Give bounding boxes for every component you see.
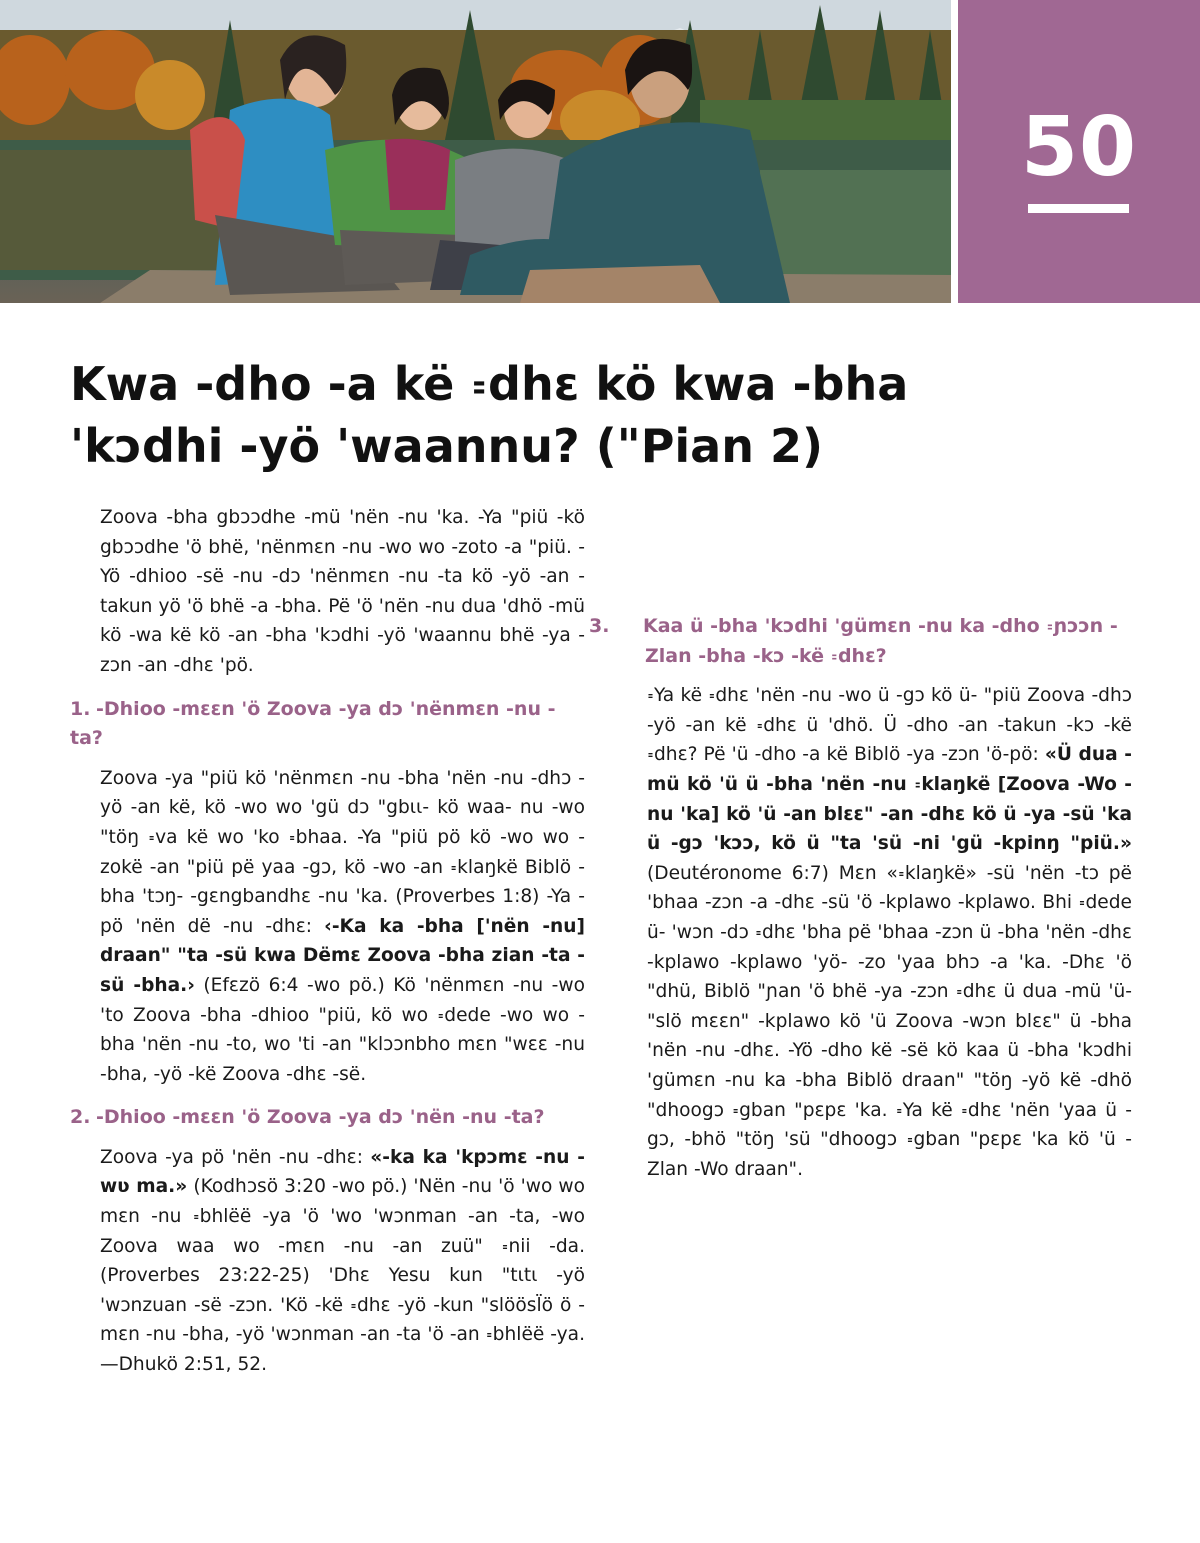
intro-paragraph: Zoova -bha gbɔɔdhe -mü 'nën -nu 'ka. -Ya "piü -kö gbɔɔdhe 'ö bhë, 'nënmɛn -nu -wo wo -zoto -a "piü. -Yö -dhioo -së -nu -dɔ 'nënmɛn -nu -ta kö -yö -an -takun yö 'ö bhë -a -bha. Pë 'ö 'nën -nu dua 'dhö -mü kö -wa kë kö -an -bha 'kɔdhi -yö 'waannu bhë -ya -zɔn -an -dhɛ 'pö. bbox=[100, 507, 585, 676]
section-2-quote: «-ka ka 'kpɔmɛ -nu -wʋ ma.» bbox=[100, 1146, 585, 1198]
section-1-text-a: Zoova -ya "piü kö 'nënmɛn -nu -bha 'nën -nu -dhɔ -yö -an kë, kö -wo wo 'gü dɔ "gbɩɩ- kö waa- nu -wo "töŋ ꞊va kë wo 'ko ꞊bhaa. -Ya "piü pö kö -wo wo -zokë -an "piü pë yaa -gɔ, kö -wo -an ꞊klaŋkë Biblö -bha 'tɔŋ- -gɛngbandhɛ -nu 'ka. (Proverbes 1:8) -Ya -pö 'nën dë -nu -dhɛ: bbox=[100, 767, 585, 937]
section-3-heading bbox=[589, 612, 1132, 671]
section-2-heading bbox=[70, 1103, 585, 1133]
section-1-paragraph bbox=[70, 764, 585, 1090]
section-3-paragraph bbox=[617, 681, 1132, 1184]
lesson-number: 50 bbox=[1020, 100, 1138, 195]
section-2-text-a: Zoova -ya pö 'nën -nu -dhɛ: bbox=[100, 1146, 371, 1168]
right-column bbox=[589, 612, 1132, 1184]
section-2-paragraph bbox=[70, 1143, 585, 1380]
left-column bbox=[70, 503, 585, 1380]
section-3-heading-text: Kaa ü -bha 'kɔdhi 'gümɛn -nu ka -dho ꞊ɲɔɔn -Zlan -bha -kɔ -kë ꞊dhɛ? bbox=[643, 615, 1118, 667]
section-1-quote: ‹-Ka ka -bha ['nën -nu] draan" "ta -sü kwa Dëmɛ Zoova -bha zian -ta -sü -bha.› bbox=[100, 915, 586, 996]
hero-photo bbox=[0, 0, 951, 303]
section-3-number: 3. bbox=[589, 615, 610, 637]
lesson-number-underline bbox=[1028, 204, 1129, 213]
section-1-heading-text: -Dhioo -mɛɛn 'ö Zoova -ya dɔ 'nënmɛn -nu -ta? bbox=[70, 697, 556, 750]
section-3-text-a: ꞊Ya kë ꞊dhɛ 'nën -nu -wo ü -gɔ kö ü- "piü Zoova -dhɔ -yö -an kë ꞊dhɛ ü 'dhö. Ü -dho -an -takun -kɔ -kë ꞊dhɛ? Pë 'ü -dho -a kë Biblö -ya -zɔn 'ö-pö: bbox=[647, 685, 1132, 766]
family-by-lake-illustration bbox=[0, 0, 951, 303]
lesson-number-block bbox=[958, 0, 1200, 303]
section-3-quote: «Ü dua -mü kö 'ü ü -bha 'nën -nu ꞊klaŋkë [Zoova -Wo -nu 'ka] kö 'ü -an blɛɛ" -an -dhɛ kö ü -ya -sü 'ka ü -gɔ 'kɔɔ, kö ü "ta 'sü -ni 'gü -kpinŋ "piü.» bbox=[647, 744, 1132, 855]
section-2-heading-text: -Dhioo -mɛɛn 'ö Zoova -ya dɔ 'nën -nu -ta? bbox=[96, 1106, 545, 1129]
section-1-heading bbox=[70, 695, 585, 754]
section-1-number: 1. bbox=[70, 697, 91, 720]
section-2-number: 2. bbox=[70, 1106, 91, 1129]
page-title: Kwa -dho -a kë ꞊dhɛ kö kwa -bha 'kɔdhi -yö 'waannu? ("Pian 2) bbox=[70, 357, 909, 473]
section-3-text-b: (Deutéronome 6:7) Mɛn «꞊klaŋkë» -sü 'nën -tɔ pë 'bhaa -zɔn -a -dhɛ -sü 'ö -kplawo -kplawo. Bhi ꞊dede ü- 'wɔn -dɔ ꞊dhɛ 'bha pë 'bhaa -zɔn ü -bha 'nën -dhɛ -kplawo -kplawo 'yö- -zo 'yaa bhɔ -a 'ka. -Dhɛ 'ö "dhü, Biblö "ɲan 'ö bhë -ya -zɔn ꞊dhɛ ü dua -mü 'ü- "slö mɛɛn" -kplawo kö 'ü Zoova -wɔn blɛɛ" ü -bha 'nën -nu -dhɛ. -Yö -dho kë -së kö kaa ü -bha 'kɔdhi 'gümɛn -nu ka -bha Biblö draan" "töŋ -yö kë -dhö "dhoogɔ ꞊gban "pɛpɛ 'ka. ꞊Ya kë ꞊dhɛ 'nën 'yaa ü -gɔ, -bhö "töŋ 'sü "dhoogɔ ꞊gban "pɛpɛ 'ka kö 'ü -Zlan -Wo draan". bbox=[647, 862, 1132, 1180]
section-2-text-b: (Kodhɔsö 3:20 -wo pö.) 'Nën -nu 'ö 'wo wo mɛn -nu ꞊bhlëë -ya 'ö 'wo 'wɔnman -an -ta, -wo Zoova waa wo -mɛn -nu -an zuü" ꞊nii -da. (Proverbes 23:22-25) 'Dhɛ Yesu kun "tɩtɩ -yö 'wɔnzuan -së -zɔn. 'Kö -kë ꞊dhɛ -yö -kun "slöösl̈ö ö -mɛn -nu -bha, -yö 'wɔnman -an -ta 'ö -an ꞊bhlëë -ya.—Dhukö 2:51, 52. bbox=[100, 1176, 585, 1376]
section-1-text-b: (Efɛzö 6:4 -wo pö.) Kö 'nënmɛn -nu -wo 'to Zoova -bha -dhioo "piü, kö wo ꞊dede -wo wo -bha 'nën -nu -to, wo 'ti -an "klɔɔnbho mɛn "wɛɛ -nu -bha, -yö -kë Zoova -dhɛ -së. bbox=[100, 974, 585, 1085]
